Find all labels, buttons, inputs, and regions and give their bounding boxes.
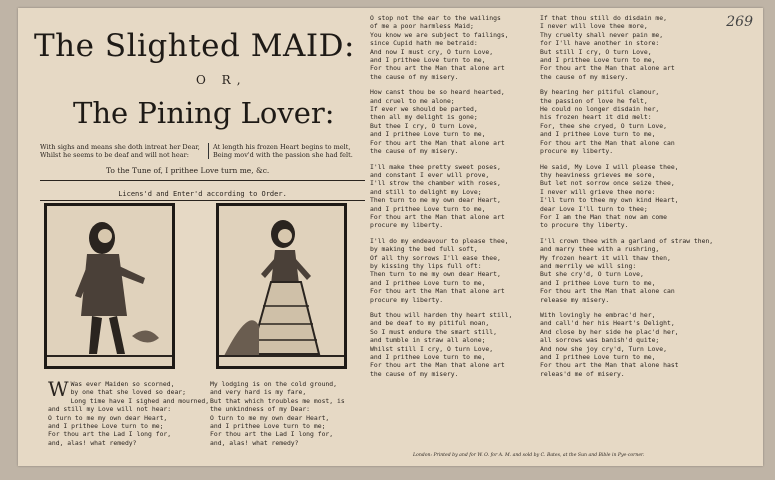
rule-bottom	[40, 200, 365, 201]
stanza: But thou will harden thy heart still, and be deaf to my pitiful moan, So I must endure the smart still, and tumble in straw all alone; Whilst still I cry, O turn Love, and I prithee Love turn to me, For thou art the Man that alone art the cause of my misery.	[370, 311, 513, 378]
title-main: The Slighted MAID:	[34, 28, 355, 64]
stanza: By hearing her pitiful clamour, the passion of love he felt, He could no longer disdain her, his frozen heart it did melt: For, thee she cryed, O turn Love, and I prithee Love turn to me, For thou art the Man that alone can procure my liberty.	[540, 88, 675, 156]
title-or: O R,	[196, 73, 247, 87]
stanza: I'll do my endeavour to please thee, by making the bed full soft, Of all thy sorrows I'll ease thee, by kissing thy lips full oft: Then turn to me my own dear Heart, and I prithee Love turn to me, For thou art the Man that alone art procure my liberty.	[370, 236, 509, 304]
stanza: How canst thou be so heard hearted, and cruel to me alone; If ever we should be parted, then all my delight is gone; But thee I cry, O turn Love, and I prithee Love turn to me, For thou art the Man that alone art the cause of my misery.	[370, 88, 505, 156]
verse-column-3	[370, 14, 512, 385]
woodcut-woman	[216, 203, 347, 369]
imprint-line: London: Printed by and for W. O. for A. M. and sold by C. Bates, at the Sun and Bible in Pye-corner.	[413, 453, 645, 458]
stanza: I'll make thee pretty sweet poses, and constant I ever will prove, I'll strow the chamber with roses, and still to delight my Love; Then turn to me my own dear Heart, and I prithee Love turn to me, For thou art the Man that alone art procure my liberty.	[370, 162, 505, 230]
drop-cap: W	[48, 377, 69, 401]
stanza: W Was ever Maiden so scorned, by one that she loved so dear; Long time have I sighed and mourned, and still my Love will not hear: O turn to me my own dear Heart, and I prithee Love turn to me; For thou art the Lad I long for, and, alas! what remedy?	[48, 377, 210, 447]
woodcut-man	[44, 203, 175, 369]
lead-verse-right: At length his frozen Heart begins to melt, Being mov'd with the passion she had felt.	[208, 143, 373, 159]
verse-column-1	[48, 377, 210, 454]
stanza: If that thou still do disdain me, I never will love thee more, Thy cruelty shall never pain me, for I'll have another in store: But still I cry, O turn Love, and I prithee Love turn to me, For thou art the Man that alone art the cause of my misery.	[540, 14, 675, 81]
folio-number: 269	[726, 14, 753, 30]
tune-line: To the Tune of, I prithee Love turn me, &c.	[106, 166, 270, 175]
title-sub: The Pining Lover:	[73, 96, 335, 130]
stanza: With lovingly he embrac'd her, and call'd her his Heart's Delight, And close by her side he plac'd her, all sorrows was banish'd quite; And now she joy cry'd, Turn Love, and I prithee Love turn to me, For thou art the Man that alone hast releas'd me of misery.	[540, 311, 679, 378]
broadside-sheet	[18, 8, 763, 466]
stanza: O stop not the ear to the wailings of me a poor harmless Maid; You know we are subject to failings, since Cupid hath me betraid: And now I must cry, O turn Love, and I prithee Love turn to me, For thou art the Man that alone art the cause of my misery.	[370, 14, 509, 81]
stanza: He said, My Love I will please thee, thy heaviness grieves me sore, But let not sorrow once seize thee, I never will grieve thee more: I'll turn to thee my own kind Heart, dear Love I'll turn to thee; For I am the Man that now am come to procure thy liberty.	[540, 162, 679, 230]
verse-column-4	[540, 14, 713, 385]
verse-column-2	[210, 380, 345, 454]
stanza: My lodging is on the cold ground, and very hard is my fare, But that which troubles me most, is the unkindness of my Dear: O turn to me my own dear Heart, and I prithee Love turn to me; For thou art the Lad I long for, and, alas! what remedy?	[210, 380, 345, 447]
stanza: I'll crown thee with a garland of straw then, and marry thee with a rushring, My frozen heart it will thaw then, and merrily we will sing: But she cry'd, O turn Love, and I prithee Love turn to me, For thou art the Man that alone can release my misery.	[540, 236, 714, 304]
rule-top	[40, 180, 365, 181]
lead-verse-left: With sighs and means she doth intreat her Dear, Whilst he seems to be deaf and will not hear:	[40, 143, 200, 159]
license-line: Licens'd and Enter'd according to Order.	[118, 190, 287, 198]
